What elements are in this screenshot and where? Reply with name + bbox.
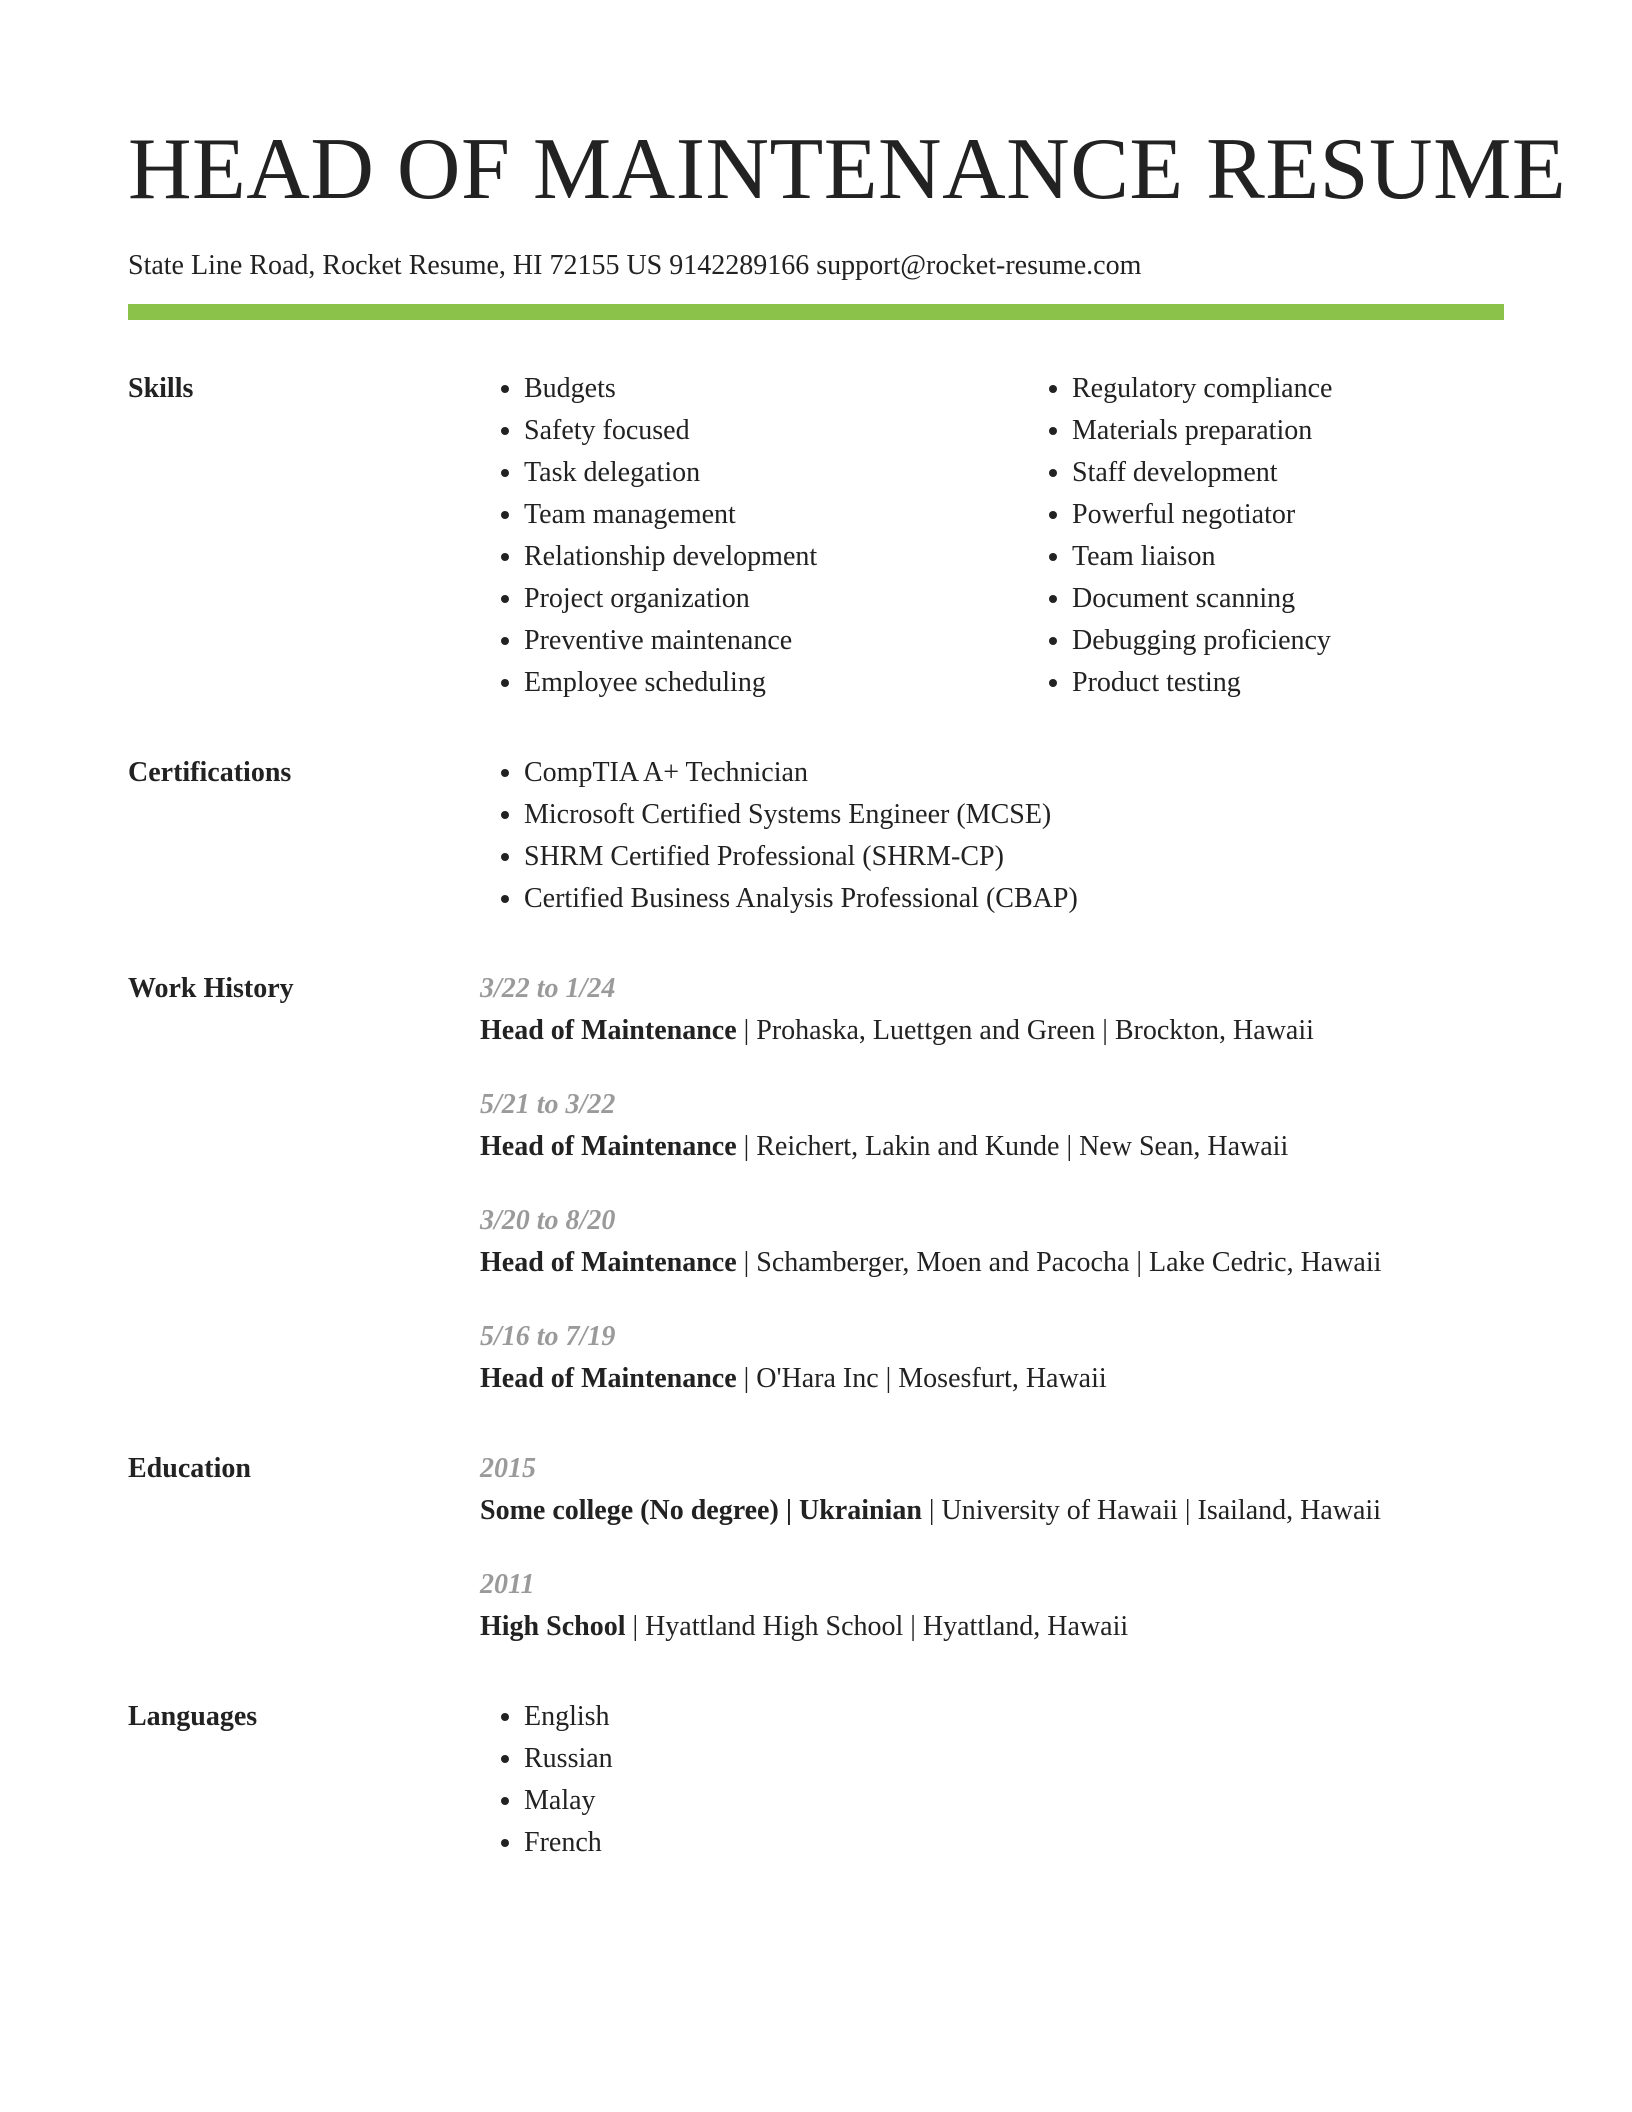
skill-item: • Team liaison: [1072, 536, 1576, 578]
language-item: • French: [524, 1822, 1504, 1864]
skills-column-2: [1028, 368, 1576, 704]
work-line: [480, 1126, 1504, 1168]
skill-item: • Safety focused: [524, 410, 1028, 452]
education-line: [480, 1606, 1504, 1648]
work-date: 5/16 to 7/19: [480, 1321, 616, 1352]
work-history-label: Work History: [128, 973, 294, 1004]
job-title: Head of Maintenance: [480, 1131, 737, 1162]
resume-title: HEAD OF MAINTENANCE RESUME: [128, 121, 1567, 218]
certification-item: • Microsoft Certified Systems Engineer (MCSE): [524, 794, 1504, 836]
job-details: | Reichert, Lakin and Kunde | New Sean, Hawaii: [736, 1131, 1289, 1162]
work-entry: [480, 1084, 1504, 1168]
work-history-body: [480, 968, 1504, 1400]
skill-item: • Budgets: [524, 368, 1028, 410]
language-item: • Russian: [524, 1738, 1504, 1780]
job-details: | Prohaska, Luettgen and Green | Brockton, Hawaii: [736, 1015, 1314, 1046]
skill-item: • Project organization: [524, 578, 1028, 620]
work-date: 5/21 to 3/22: [480, 1089, 616, 1120]
job-details: | O'Hara Inc | Mosesfurt, Hawaii: [736, 1363, 1107, 1394]
skills-column-1: [480, 368, 1028, 704]
skill-item: • Debugging proficiency: [1072, 620, 1576, 662]
languages-label: Languages: [128, 1701, 258, 1732]
education-entry: [480, 1448, 1504, 1532]
work-entry: [480, 1316, 1504, 1400]
skill-item: • Employee scheduling: [524, 662, 1028, 704]
education-date: 2011: [480, 1569, 535, 1600]
skill-item: • Task delegation: [524, 452, 1028, 494]
job-title: Head of Maintenance: [480, 1247, 737, 1278]
languages-body: [480, 1696, 1504, 1864]
contact-info: State Line Road, Rocket Resume, HI 72155 US 9142289166 support@rocket-resume.com: [128, 250, 1142, 281]
certifications-section: [128, 752, 1504, 920]
education-label: Education: [128, 1453, 251, 1484]
skills-body: [480, 368, 1576, 704]
education-details: | Hyattland High School | Hyattland, Hawaii: [625, 1611, 1129, 1642]
education-body: [480, 1448, 1504, 1648]
certification-item: • SHRM Certified Professional (SHRM-CP): [524, 836, 1504, 878]
languages-section: [128, 1696, 1504, 1864]
work-date: 3/20 to 8/20: [480, 1205, 616, 1236]
certifications-label: Certifications: [128, 757, 292, 788]
accent-divider: [128, 304, 1504, 320]
skill-item: • Regulatory compliance: [1072, 368, 1576, 410]
skill-item: • Materials preparation: [1072, 410, 1576, 452]
education-date: 2015: [480, 1453, 536, 1484]
work-entry: [480, 968, 1504, 1052]
education-line: [480, 1490, 1504, 1532]
work-entry: [480, 1200, 1504, 1284]
language-item: • Malay: [524, 1780, 1504, 1822]
certifications-body: [480, 752, 1504, 920]
job-details: | Schamberger, Moen and Pacocha | Lake Cedric, Hawaii: [736, 1247, 1382, 1278]
skill-item: • Document scanning: [1072, 578, 1576, 620]
certification-item: • Certified Business Analysis Professional (CBAP): [524, 878, 1504, 920]
education-entry: [480, 1564, 1504, 1648]
certification-item: • CompTIA A+ Technician: [524, 752, 1504, 794]
degree-title: Some college (No degree) | Ukrainian: [480, 1495, 922, 1526]
skill-item: • Powerful negotiator: [1072, 494, 1576, 536]
skills-label: Skills: [128, 373, 194, 404]
education-details: | University of Hawaii | Isailand, Hawaii: [921, 1495, 1381, 1526]
skill-item: • Relationship development: [524, 536, 1028, 578]
work-date: 3/22 to 1/24: [480, 973, 616, 1004]
job-title: Head of Maintenance: [480, 1363, 737, 1394]
certifications-list: [480, 752, 1504, 920]
degree-title: High School: [480, 1611, 626, 1642]
skill-item: • Product testing: [1072, 662, 1576, 704]
work-line: [480, 1010, 1504, 1052]
education-section: [128, 1448, 1504, 1648]
work-history-section: [128, 968, 1504, 1400]
skill-item: • Preventive maintenance: [524, 620, 1028, 662]
language-item: • English: [524, 1696, 1504, 1738]
job-title: Head of Maintenance: [480, 1015, 737, 1046]
work-line: [480, 1242, 1504, 1284]
skill-item: • Team management: [524, 494, 1028, 536]
skill-item: • Staff development: [1072, 452, 1576, 494]
languages-list: [480, 1696, 1504, 1864]
work-line: [480, 1358, 1504, 1400]
skills-section: [128, 368, 1504, 704]
